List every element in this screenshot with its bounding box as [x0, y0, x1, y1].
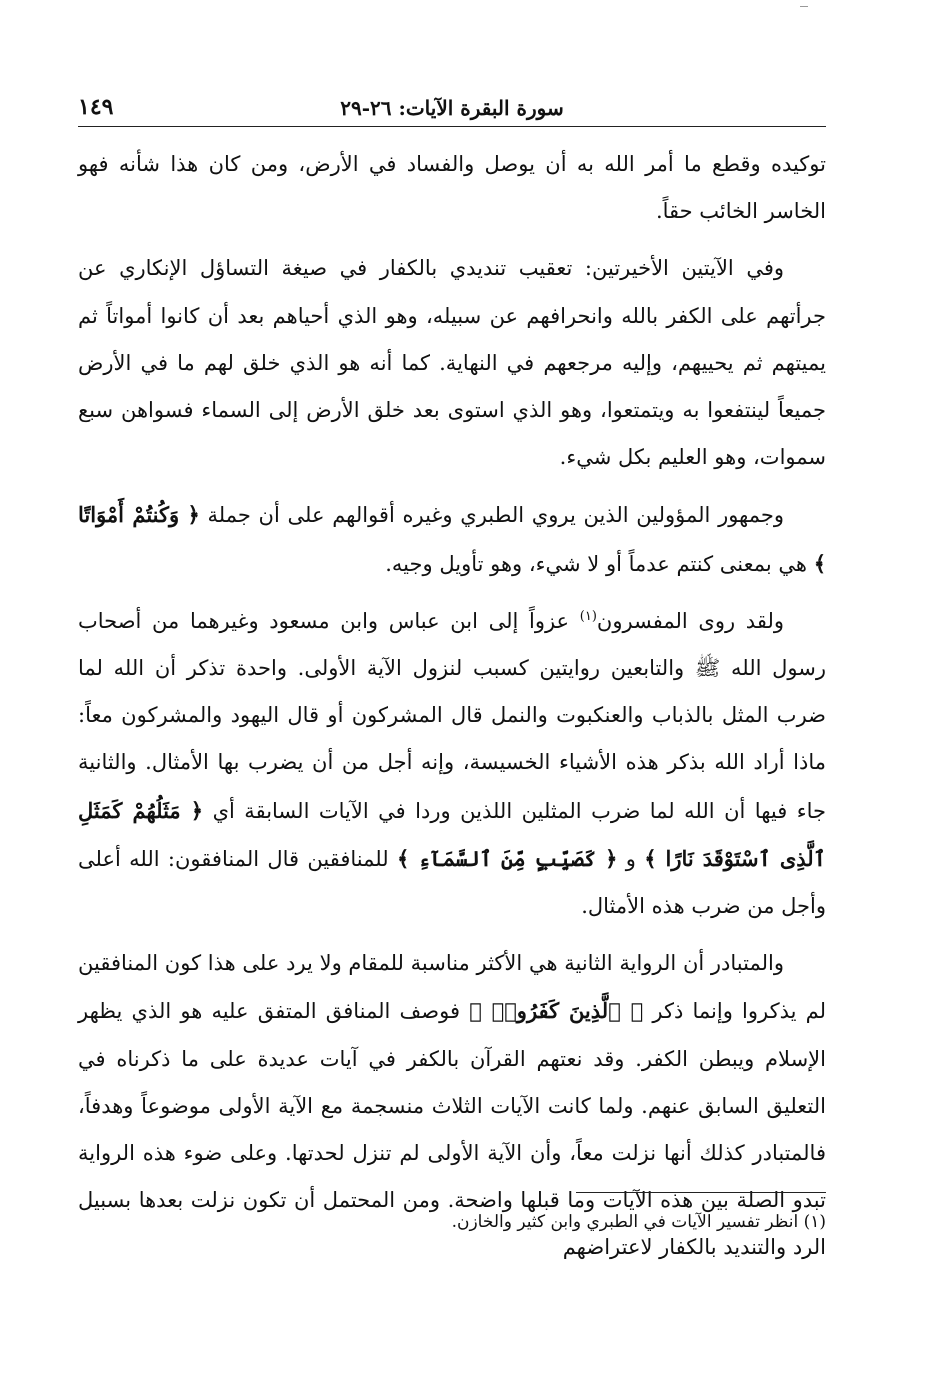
quran-quote: ﴿ مَثَلُهُمْ كَمَثَلِ ٱلَّذِى ٱسْتَوْقَدَ نَارًا ﴾: [78, 797, 826, 871]
paragraph: [78, 245, 826, 481]
paragraph-text: و: [617, 846, 645, 871]
paragraph-text: وجمهور المؤولين الذين يروي الطبري وغيره أقوالهم على أن جملة: [199, 503, 785, 528]
book-page: [78, 92, 826, 1282]
paragraph-text: والمتبادر أن الرواية الثانية هي الأكثر مناسبة للمقام ولا يرد على هذا كون المنافقين لم يذكروا وإنما ذكر: [78, 951, 826, 1024]
footnote-divider: [576, 1192, 826, 1193]
running-title: سورة البقرة الآيات: ٢٦-٢٩: [340, 96, 564, 120]
paragraph-text: وفي الآيتين الأخيرتين: تعقيب تنديدي بالكفار في صيغة التساؤل الإنكاري عن جرأتهم على الكفر بالله وانحرافهم عن سبيله، وهو الذي أحياهم بعد أن كانوا أمواتاً ثم يميتهم ثم يحييهم، وإليه مرجعهم في النهاية. كما أنه هو الذي خلق لهم ما في الأرض جميعاً لينتفعوا به ويتمتعوا، وهو الذي استوى بعد خلق الأرض إلى السماء فسواهن سبع سموات، وهو العليم بكل شيء.: [78, 256, 826, 470]
body-text: [78, 141, 826, 1272]
paragraph-text: توكيده وقطع ما أمر الله به أن يوصل والفساد في الأرض، ومن كان هذا شأنه فهو الخاسر الخائب حقاً.: [78, 152, 826, 224]
paragraph-text: هي بمعنى كنتم عدماً أو لا شيء، وهو تأويل وجيه.: [385, 551, 814, 576]
paragraph-text: عزواً إلى ابن عباس وابن مسعود وغيرهما من أصحاب رسول الله ﷺ والتابعين روايتين كسبب لنزول الآية الأولى. واحدة تذكر أن الله لما ضرب المثل بالذباب والعنكبوت والنمل قال المشركون أو قال اليهود والمشركون معاً: ماذا أراد الله بذكر هذه الأشياء الخسيسة، وإنه أجل من أن يضرب بها الأمثال. والثانية جاء فيها أن الله لما ضرب المثلين اللذين وردا في الآيات السابقة أي: [78, 608, 826, 823]
quran-quote: ﴿ وَكُنتُمْ أَمْوَاتًا ﴾: [78, 502, 826, 576]
paragraph-text: ولقد روى المفسرون: [596, 608, 784, 633]
page-header: [78, 92, 826, 127]
paragraph-text: فوصف المنافق المتفق عليه هو الذي يظهر الإسلام ويبطن الكفر. وقد نعتهم القرآن بالكفر في آيات عديدة على ما ذكرناه في التعليق السابق عنهم. ولما كانت الآيات الثلاث منسجمة مع الآية الأولى موضوعاً وهدفاً، فالمتبادر كذلك أنها نزلت معاً، وأن الآية الأولى لم تنزل لحدتها. وعلى ضوء هذه الرواية تبدو الصلة بين هذه الآيات وما قبلها واضحة. ومن المحتمل أن تكون نزلت بعدها بسبيل الرد والتنديد بالكفار لاعتراضهم: [78, 999, 826, 1260]
quran-quote: ﴿ كَصَيِّبٍ مِّنَ ٱلسَّمَآءِ ﴾: [396, 845, 618, 871]
paragraph: [78, 491, 826, 587]
paragraph: [78, 598, 826, 930]
paragraph: [78, 141, 826, 235]
scan-mark: [800, 6, 808, 7]
footnote: (١) انظر تفسير الآيات في الطبري وابن كثير والخازن.: [451, 1212, 826, 1232]
paragraph-text: للمنافقين قال المنافقون: الله أعلى وأجل من ضرب هذه الأمثال.: [78, 846, 826, 919]
footnote-reference: (١): [579, 608, 597, 624]
page-number: ١٤٩: [78, 94, 114, 120]
quran-quote: ﴿ ٱلَّذِينَ كَفَرُوا۟ ﴾: [469, 998, 644, 1024]
